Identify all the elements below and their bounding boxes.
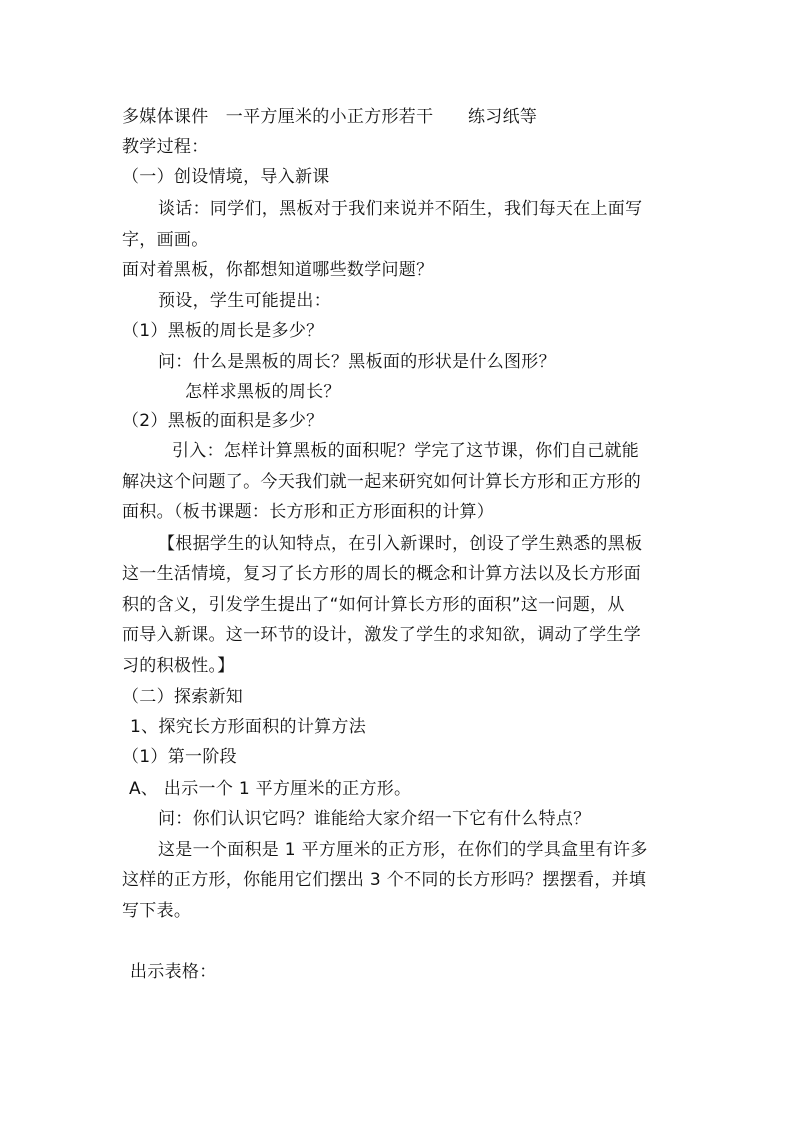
comment-line: 积的含义，引发学生提出了“如何计算长方形的面积”这一问题，从 bbox=[122, 595, 625, 615]
subsection-heading: 1、探究长方形面积的计算方法 bbox=[130, 717, 367, 737]
paragraph-line: 问：什么是黑板的周长？黑板面的形状是什么图形？ bbox=[158, 352, 556, 372]
comment-line: 【根据学生的认知特点，在引入新课时，创设了学生熟悉的黑板 bbox=[158, 534, 643, 554]
paragraph-line: 问：你们认识它吗？谁能给大家介绍一下它有什么特点？ bbox=[158, 809, 591, 829]
paragraph-line: 字，画画。 bbox=[122, 230, 209, 250]
paragraph-line: 写下表。 bbox=[122, 901, 192, 921]
paragraph-line: 怎样求黑板的周长？ bbox=[185, 382, 341, 402]
comment-line: 这一生活情境，复习了长方形的周长的概念和计算方法以及长方形面 bbox=[122, 564, 641, 584]
paragraph-line: 预设，学生可能提出： bbox=[158, 291, 331, 311]
process-heading: 教学过程： bbox=[122, 137, 209, 157]
show-table-line: 出示表格： bbox=[130, 962, 217, 982]
step-line: A、 出示一个 1 平方厘米的正方形。 bbox=[129, 779, 412, 799]
list-item: （1）黑板的周长是多少？ bbox=[122, 321, 324, 341]
paragraph-line: 面积。（板书课题：长方形和正方形面积的计算） bbox=[122, 502, 495, 522]
paragraph-line: 面对着黑板，你都想知道哪些数学问题？ bbox=[122, 260, 434, 280]
comment-line: 习的积极性。】 bbox=[122, 656, 235, 676]
list-item: （2）黑板的面积是多少？ bbox=[122, 411, 324, 431]
paragraph-line: 这样的正方形，你能用它们摆出 3 个不同的长方形吗？摆摆看，并填 bbox=[122, 870, 647, 890]
materials-line: 多媒体课件 一平方厘米的小正方形若干 练习纸等 bbox=[122, 107, 538, 127]
section-one-heading: （一）创设情境，导入新课 bbox=[122, 167, 330, 187]
paragraph-line: 这是一个面积是 1 平方厘米的正方形，在你们的学具盒里有许多 bbox=[158, 840, 648, 860]
stage-heading: （1）第一阶段 bbox=[122, 747, 237, 767]
paragraph-line: 谈话：同学们，黑板对于我们来说并不陌生，我们每天在上面写 bbox=[158, 199, 643, 219]
paragraph-line: 解决这个问题了。今天我们就一起来研究如何计算长方形和正方形的 bbox=[122, 472, 641, 492]
comment-line: 而导入新课。这一环节的设计，激发了学生的求知欲，调动了学生学 bbox=[122, 625, 641, 645]
section-two-heading: （二）探索新知 bbox=[122, 687, 244, 707]
paragraph-line: 引入：怎样计算黑板的面积呢？学完了这节课，你们自己就能 bbox=[172, 441, 640, 461]
